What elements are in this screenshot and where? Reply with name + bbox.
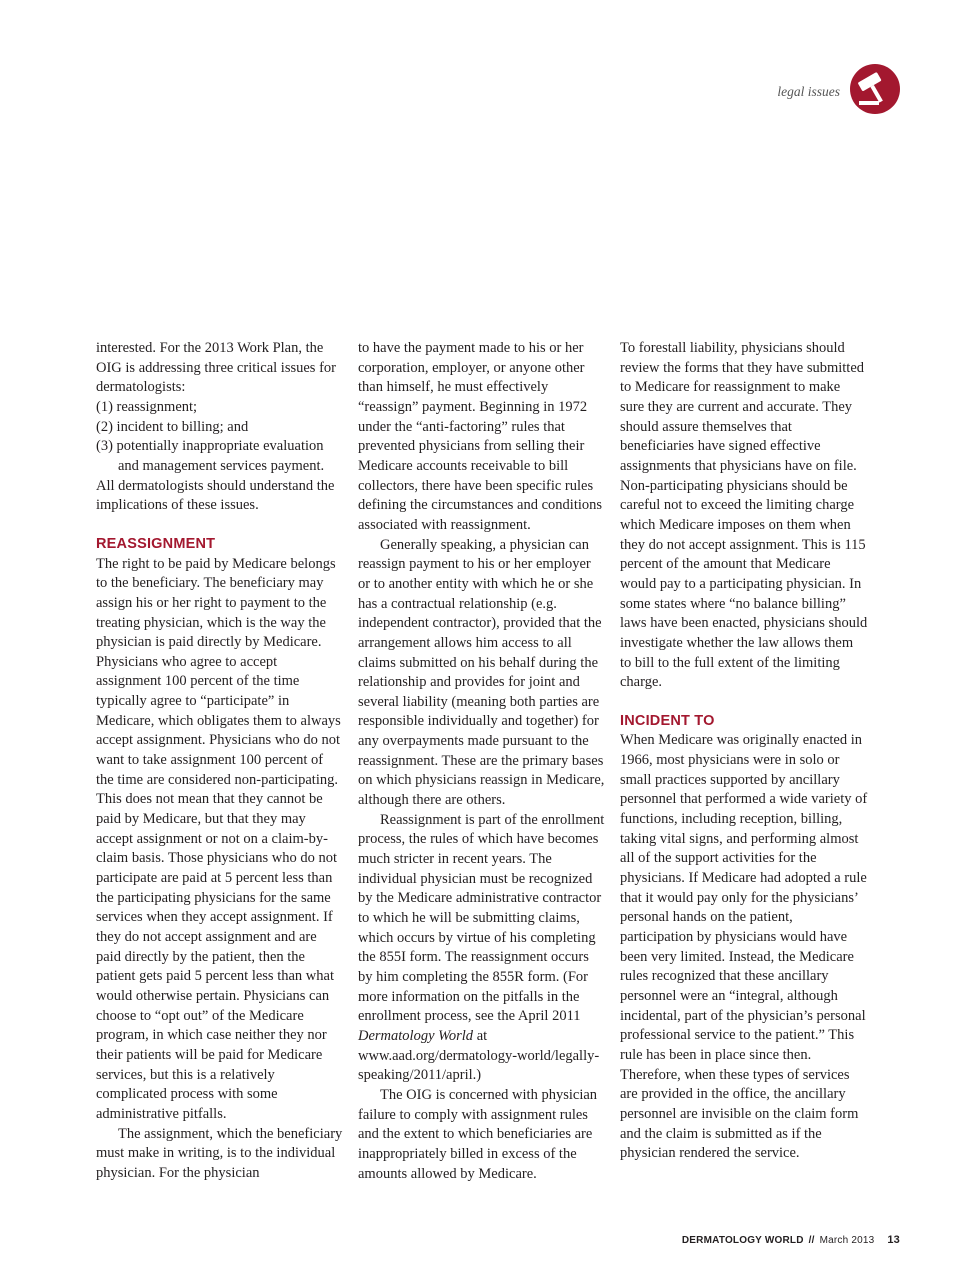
body-paragraph: Generally speaking, a physician can reassign payment to his or her employer or to another entity with which he or she has a contractual relationship (e.g. independent contractor), provided that the arrangement allows him access to all claims submitted on his behalf during the relationship and provides for joint and several liability (meaning both parties are responsible individually and together) for any overpayments made pursuant to the reassignment. These are the primary bases on which physicians reassign in Medicare, although there are others. <box>358 536 605 809</box>
section-heading-reassignment: REASSIGNMENT <box>96 535 216 552</box>
article-column-1 <box>96 339 344 1184</box>
body-paragraph: to have the payment made to his or her corporation, employer, or anyone other than himself, he must effectively “reassign” payment. Beginning in 1972 under the “anti-factoring” rules that prevented physicians from selling their Medicare accounts receivable to bill collectors, there have been specific rules defining the circumstances and conditions associated with reassignment. <box>358 340 603 533</box>
article-column-2 <box>358 339 606 1184</box>
body-paragraph: The OIG is concerned with physician failure to comply with assignment rules and the extent to which beneficiaries are inappropriately billed in excess of the amounts allowed by Medicare. <box>358 1086 598 1182</box>
page-number: 13 <box>887 1234 900 1246</box>
footer-separator: // <box>808 1235 815 1246</box>
list-item: (1) reassignment; <box>96 398 198 415</box>
body-paragraph: All dermatologists should understand the implications of these issues. <box>96 477 335 514</box>
body-paragraph: The assignment, which the beneficiary must make in writing, is to the individual physician. For the physician <box>96 1125 343 1181</box>
body-paragraph: When Medicare was originally enacted in 1966, most physicians were in solo or small practices supported by ancillary personnel that performed a wide variety of functions, including reception, billing, taking vital signs, and performing almost all of the support activities for the physicians. If Medicare had adopted a rule that it would pay only for the physicians’ personal hands on the patient, participation by physicians would have been very limited. Instead, the Medicare rules recognized that these ancillary personnel were an “integral, although incidental, part of the physician’s personal professional service to the patient.” This rule has been in place since then. Therefore, when these types of services are provided in the office, the ancillary personnel are invisible on the claim form and the claim is submitted as if the physician rendered the service. <box>620 732 868 1162</box>
body-paragraph: To forestall liability, physicians should review the forms that they have submitted to Medicare for reassignment to make sure they are current and accurate. They should assure themselves that beneficiaries have signed effective assignments that physicians have on file. Non-participating physicians should be careful not to exceed the limiting charge which Medicare imposes on them when they do not accept assignment. This is 115 percent of the amount that Medicare would pay to a participating physician. In some states where “no balance billing” laws have been enacted, physicians should investigate whether the law allows them to bill to the full extent of the limiting charge. <box>620 340 868 691</box>
list-item: (2) incident to billing; and <box>96 418 249 435</box>
intro-paragraph: interested. For the 2013 Work Plan, the OIG is addressing three critical issues for dermatologists: <box>96 340 336 396</box>
gavel-icon <box>849 63 901 115</box>
page-footer <box>682 1234 900 1246</box>
body-paragraph: Reassignment is part of the enrollment process, the rules of which have becomes much stricter in recent years. The individual physician must be recognized by the Medicare administrative contractor to which he will be submitting claims, which occurs by virtue of his completing the 855I form. The reassignment occurs by him completing the 855R form. (For more information on the pitfalls in the enrollment process, see the April 2011 Dermatology World at www.aad.org/dermatology-world/legally-speaking/2011/april.) <box>358 811 605 1084</box>
body-paragraph: The right to be paid by Medicare belongs to the beneficiary. The beneficiary may assign his or her right to payment to the treating physician, which is the way the physician is paid directly by Medicare. Physicians who agree to accept assignment 100 percent of the time typically agree to “participate” in Medicare, which obligates them to always accept assignment. Physicians who do not want to take assignment 100 percent of the time are considered non-participating. This does not mean that they cannot be paid by Medicare, but that they may accept assignment or not on a claim-by-claim basis. Those physicians who do not participate are paid at 5 percent less than the participating physicians for the same services when they accept assignment. If they do not accept assignment and are paid directly by the patient, then the patient gets paid 5 percent less than what would otherwise pertain. Physicians can choose to “opt out” of the Medicare program, in which case neither they nor their patients will be paid for Medicare services, but this is a relatively complicated process with some administrative pitfalls. <box>96 555 341 1122</box>
magazine-name: DERMATOLOGY WORLD <box>681 1235 804 1246</box>
list-item: (3) potentially inappropriate evaluation and management services payment. <box>96 438 325 474</box>
magazine-title: Dermatology World <box>358 1027 474 1044</box>
section-heading-incident-to: INCIDENT TO <box>620 712 715 729</box>
issues-list <box>96 398 344 477</box>
issue-date: March 2013 <box>819 1235 875 1246</box>
section-label: legal issues <box>777 84 840 99</box>
article-column-3 <box>620 339 868 1164</box>
